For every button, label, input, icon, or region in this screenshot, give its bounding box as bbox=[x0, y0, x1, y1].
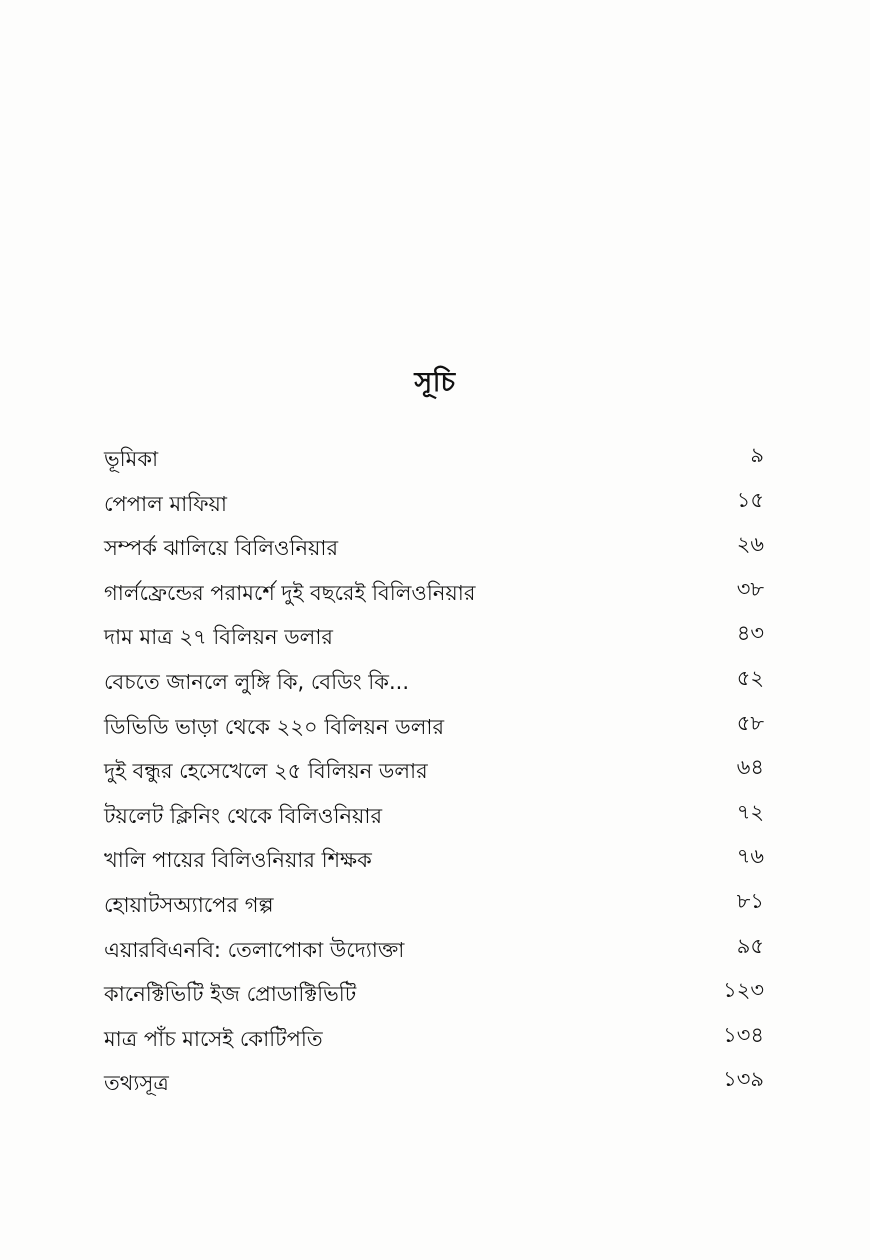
toc-entry-title: সম্পর্ক ঝালিয়ে বিলিওনিয়ার bbox=[104, 536, 339, 561]
toc-entry-title: দুই বন্ধুর হেসেখেলে ২৫ বিলিয়ন ডলার bbox=[104, 759, 428, 784]
toc-entry bbox=[104, 663, 764, 708]
toc-entry-title: গার্লফ্রেন্ডের পরামর্শে দুই বছরেই বিলিওনিয়ার bbox=[104, 580, 476, 605]
toc-entry bbox=[104, 975, 764, 1020]
toc-entry-page: ৮১ bbox=[736, 888, 764, 913]
toc-entry-page: ১৩৪ bbox=[723, 1022, 764, 1047]
toc-entry-title: ডিভিডি ভাড়া থেকে ২২০ বিলিয়ন ডলার bbox=[104, 714, 444, 739]
toc-entry-page: ১২৩ bbox=[723, 978, 764, 1003]
toc-entry-title: খালি পায়ের বিলিওনিয়ার শিক্ষক bbox=[104, 848, 372, 873]
toc-entry bbox=[104, 797, 764, 842]
toc-entry-page: ৭২ bbox=[736, 799, 764, 824]
toc-entry-page: ৯ bbox=[750, 443, 764, 467]
toc-entry-title: কানেক্টিভিটি ইজ প্রোডাক্টিভিটি bbox=[104, 982, 357, 1007]
toc-entry-page: ২৬ bbox=[736, 532, 764, 557]
toc-entry bbox=[104, 841, 764, 886]
toc-entry-page: ৯৫ bbox=[736, 933, 764, 958]
toc-entry bbox=[104, 618, 764, 663]
toc-entry bbox=[104, 931, 764, 976]
toc-entry-page: ৫২ bbox=[736, 665, 764, 690]
toc-entry bbox=[104, 886, 764, 931]
toc-entry-page: ৪৩ bbox=[736, 621, 764, 646]
toc-entry-page: ৩৮ bbox=[736, 576, 764, 601]
toc-entry bbox=[104, 440, 764, 485]
toc-entry-page: ১৩৯ bbox=[723, 1067, 764, 1092]
toc-entry bbox=[104, 529, 764, 574]
toc-entry-title: মাত্র পাঁচ মাসেই কোটিপতি bbox=[104, 1026, 323, 1051]
table-of-contents bbox=[104, 440, 764, 1109]
toc-entry-page: ৬৪ bbox=[736, 755, 764, 780]
toc-entry-title: বেচতে জানলে লুঙ্গি কি, বেডিং কি... bbox=[104, 669, 410, 694]
page-title: সূচি bbox=[414, 367, 456, 398]
toc-entry bbox=[104, 752, 764, 797]
toc-entry-title: পেপাল মাফিয়া bbox=[104, 491, 228, 516]
toc-entry-title: হোয়াটসঅ্যাপের গল্প bbox=[104, 892, 274, 917]
toc-entry-title: টয়লেট ক্লিনিং থেকে বিলিওনিয়ার bbox=[104, 803, 383, 828]
toc-entry bbox=[104, 1064, 764, 1109]
toc-entry-page: ৭৬ bbox=[736, 844, 764, 869]
toc-entry-page: ৫৮ bbox=[736, 710, 764, 735]
toc-entry bbox=[104, 708, 764, 753]
toc-entry bbox=[104, 485, 764, 530]
toc-entry-title: দাম মাত্র ২৭ বিলিয়ন ডলার bbox=[104, 625, 333, 650]
toc-entry-title: এয়ারবিএনবি: তেলাপোকা উদ্যোক্তা bbox=[104, 937, 405, 962]
toc-entry-page: ১৫ bbox=[736, 487, 764, 512]
toc-entry-title: ভূমিকা bbox=[104, 447, 159, 471]
toc-entry bbox=[104, 574, 764, 619]
toc-entry bbox=[104, 1020, 764, 1065]
toc-entry-title: তথ্যসূত্র bbox=[104, 1071, 169, 1096]
